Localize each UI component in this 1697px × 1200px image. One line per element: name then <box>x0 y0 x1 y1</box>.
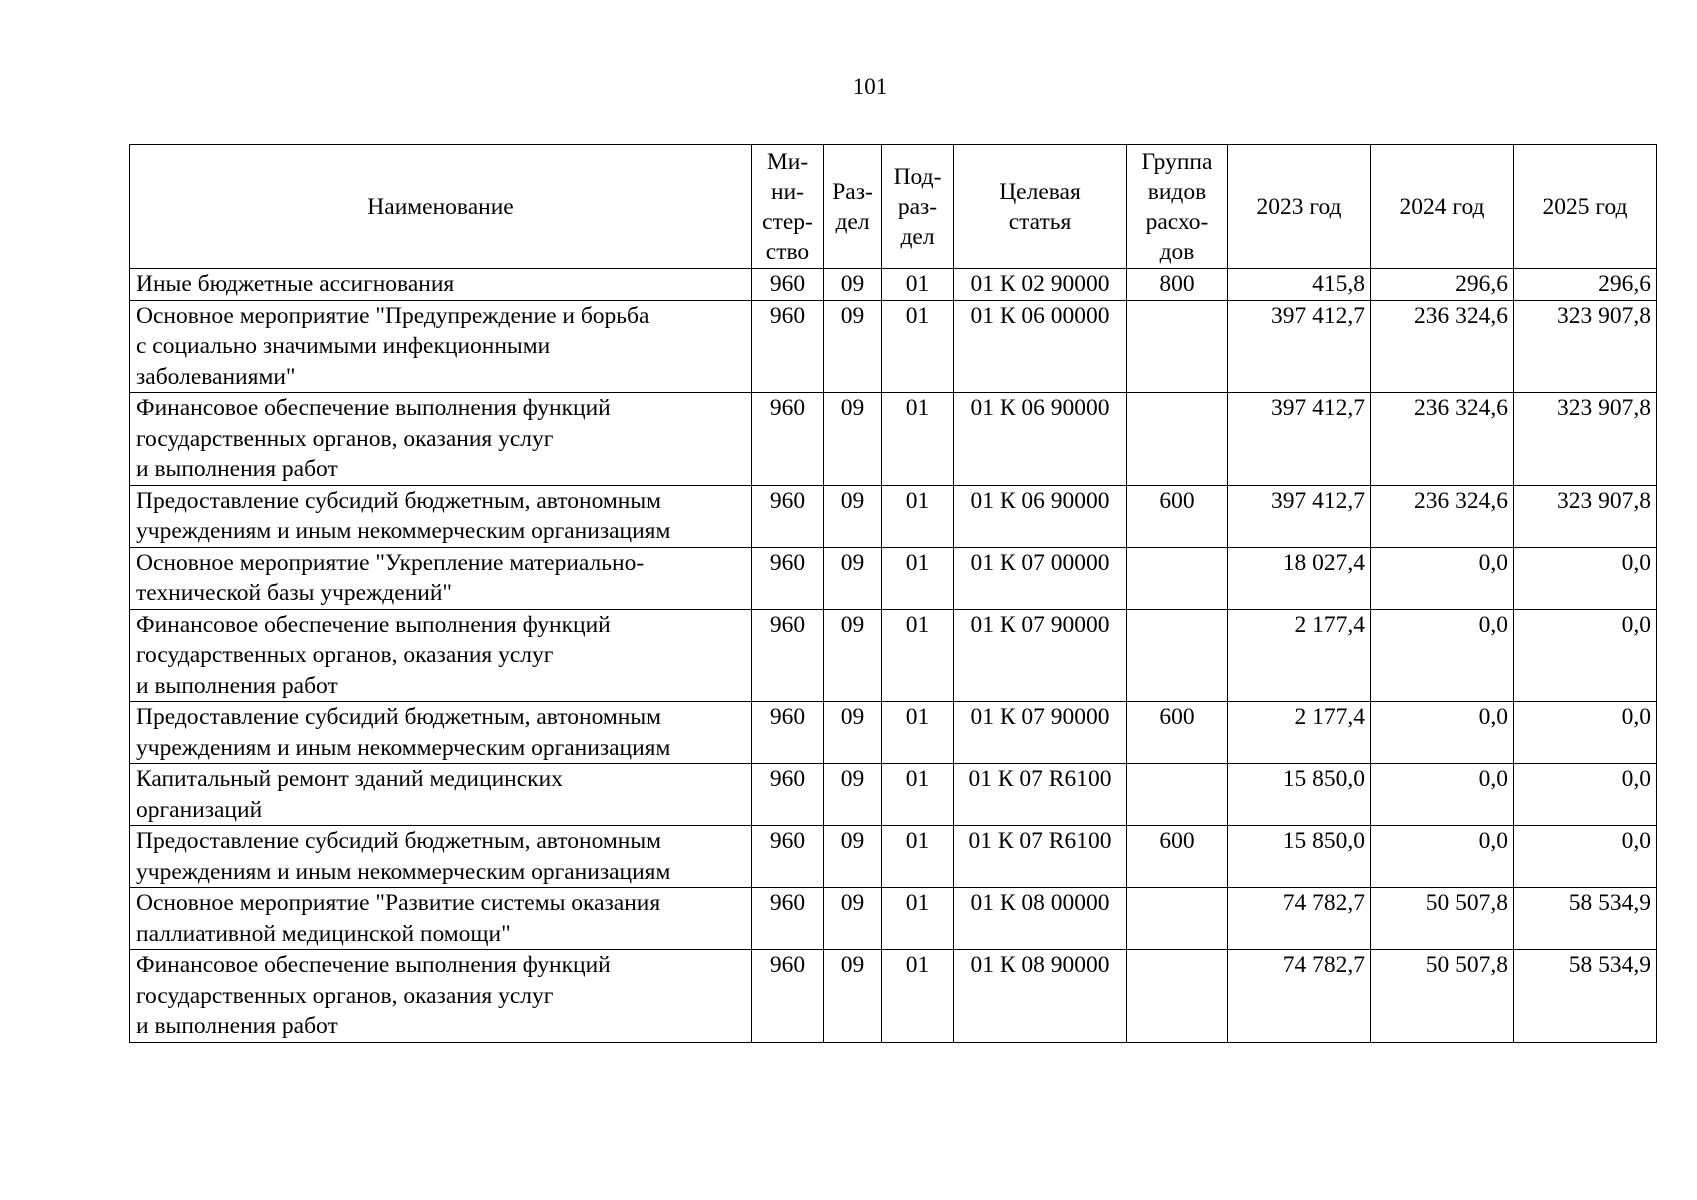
cell-section: 09 <box>824 547 882 609</box>
cell-section: 09 <box>824 888 882 950</box>
cell-2025: 323 907,8 <box>1514 485 1657 547</box>
header-row <box>130 145 1657 269</box>
cell-name: Финансовое обеспечение выполнения функций государственных органов, оказания услуг и выполнения работ <box>130 393 752 486</box>
cell-2024: 50 507,8 <box>1371 888 1514 950</box>
cell-target: 01 К 07 R6100 <box>954 826 1127 888</box>
table-row <box>130 393 1657 486</box>
table-row <box>130 888 1657 950</box>
header-section: Раз- дел <box>824 145 882 269</box>
cell-2025: 0,0 <box>1514 609 1657 702</box>
cell-subsection: 01 <box>882 300 954 393</box>
cell-group <box>1127 950 1228 1043</box>
cell-2023: 2 177,4 <box>1228 609 1371 702</box>
cell-2025: 296,6 <box>1514 269 1657 301</box>
cell-2023: 18 027,4 <box>1228 547 1371 609</box>
cell-2025: 58 534,9 <box>1514 888 1657 950</box>
cell-subsection: 01 <box>882 826 954 888</box>
cell-subsection: 01 <box>882 764 954 826</box>
cell-target: 01 К 06 90000 <box>954 485 1127 547</box>
cell-name: Капитальный ремонт зданий медицинских организаций <box>130 764 752 826</box>
cell-ministry: 960 <box>752 269 824 301</box>
cell-name: Основное мероприятие "Укрепление материально- технической базы учреждений" <box>130 547 752 609</box>
cell-section: 09 <box>824 609 882 702</box>
cell-group: 800 <box>1127 269 1228 301</box>
header-target: Целевая статья <box>954 145 1127 269</box>
cell-2023: 397 412,7 <box>1228 300 1371 393</box>
table-row <box>130 764 1657 826</box>
cell-2025: 0,0 <box>1514 702 1657 764</box>
cell-section: 09 <box>824 702 882 764</box>
cell-2024: 296,6 <box>1371 269 1514 301</box>
cell-2023: 15 850,0 <box>1228 764 1371 826</box>
cell-2025: 0,0 <box>1514 547 1657 609</box>
cell-2024: 0,0 <box>1371 547 1514 609</box>
cell-target: 01 К 07 R6100 <box>954 764 1127 826</box>
header-2023: 2023 год <box>1228 145 1371 269</box>
cell-target: 01 К 07 90000 <box>954 702 1127 764</box>
cell-target: 01 К 07 90000 <box>954 609 1127 702</box>
cell-2025: 323 907,8 <box>1514 300 1657 393</box>
cell-target: 01 К 02 90000 <box>954 269 1127 301</box>
cell-2025: 0,0 <box>1514 764 1657 826</box>
cell-2023: 397 412,7 <box>1228 393 1371 486</box>
header-name: Наименование <box>130 145 752 269</box>
cell-group <box>1127 888 1228 950</box>
cell-ministry: 960 <box>752 950 824 1043</box>
table-row <box>130 826 1657 888</box>
cell-group <box>1127 547 1228 609</box>
cell-name: Предоставление субсидий бюджетным, автономным учреждениям и иным некоммерческим организациям <box>130 702 752 764</box>
cell-2023: 15 850,0 <box>1228 826 1371 888</box>
cell-group: 600 <box>1127 485 1228 547</box>
cell-ministry: 960 <box>752 393 824 486</box>
cell-name: Иные бюджетные ассигнования <box>130 269 752 301</box>
cell-ministry: 960 <box>752 547 824 609</box>
cell-name: Основное мероприятие "Развитие системы оказания паллиативной медицинской помощи" <box>130 888 752 950</box>
cell-2023: 74 782,7 <box>1228 950 1371 1043</box>
cell-section: 09 <box>824 826 882 888</box>
cell-2024: 236 324,6 <box>1371 300 1514 393</box>
cell-2025: 323 907,8 <box>1514 393 1657 486</box>
table-row <box>130 547 1657 609</box>
cell-section: 09 <box>824 269 882 301</box>
cell-subsection: 01 <box>882 888 954 950</box>
cell-section: 09 <box>824 300 882 393</box>
cell-2023: 415,8 <box>1228 269 1371 301</box>
page-number: 101 <box>852 74 888 99</box>
cell-ministry: 960 <box>752 609 824 702</box>
cell-group: 600 <box>1127 826 1228 888</box>
header-group: Группа видов расхо- дов <box>1127 145 1228 269</box>
cell-subsection: 01 <box>882 609 954 702</box>
header-subsection: Под- раз- дел <box>882 145 954 269</box>
cell-2024: 0,0 <box>1371 826 1514 888</box>
cell-subsection: 01 <box>882 702 954 764</box>
cell-subsection: 01 <box>882 393 954 486</box>
table-row <box>130 609 1657 702</box>
cell-2023: 397 412,7 <box>1228 485 1371 547</box>
table-row <box>130 950 1657 1043</box>
cell-section: 09 <box>824 764 882 826</box>
table-row <box>130 485 1657 547</box>
cell-name: Основное мероприятие "Предупреждение и борьба с социально значимыми инфекционными заболеваниями" <box>130 300 752 393</box>
cell-subsection: 01 <box>882 547 954 609</box>
table-row <box>130 702 1657 764</box>
budget-table <box>129 144 1657 1043</box>
cell-ministry: 960 <box>752 826 824 888</box>
cell-name: Предоставление субсидий бюджетным, автономным учреждениям и иным некоммерческим организациям <box>130 826 752 888</box>
cell-2024: 236 324,6 <box>1371 485 1514 547</box>
table-row <box>130 300 1657 393</box>
cell-2024: 0,0 <box>1371 764 1514 826</box>
cell-2023: 2 177,4 <box>1228 702 1371 764</box>
cell-target: 01 К 07 00000 <box>954 547 1127 609</box>
cell-group <box>1127 764 1228 826</box>
table-row <box>130 269 1657 301</box>
cell-2024: 0,0 <box>1371 702 1514 764</box>
cell-ministry: 960 <box>752 702 824 764</box>
cell-ministry: 960 <box>752 485 824 547</box>
cell-ministry: 960 <box>752 888 824 950</box>
cell-2025: 58 534,9 <box>1514 950 1657 1043</box>
cell-name: Финансовое обеспечение выполнения функций государственных органов, оказания услуг и выполнения работ <box>130 950 752 1043</box>
cell-target: 01 К 08 00000 <box>954 888 1127 950</box>
cell-group <box>1127 609 1228 702</box>
cell-ministry: 960 <box>752 764 824 826</box>
cell-2024: 50 507,8 <box>1371 950 1514 1043</box>
cell-section: 09 <box>824 485 882 547</box>
cell-name: Финансовое обеспечение выполнения функций государственных органов, оказания услуг и выполнения работ <box>130 609 752 702</box>
cell-2023: 74 782,7 <box>1228 888 1371 950</box>
header-2024: 2024 год <box>1371 145 1514 269</box>
cell-group <box>1127 393 1228 486</box>
header-2025: 2025 год <box>1514 145 1657 269</box>
cell-subsection: 01 <box>882 269 954 301</box>
cell-name: Предоставление субсидий бюджетным, автономным учреждениям и иным некоммерческим организациям <box>130 485 752 547</box>
cell-ministry: 960 <box>752 300 824 393</box>
header-ministry: Ми- ни- стер- ство <box>752 145 824 269</box>
cell-group: 600 <box>1127 702 1228 764</box>
cell-section: 09 <box>824 950 882 1043</box>
cell-subsection: 01 <box>882 485 954 547</box>
cell-subsection: 01 <box>882 950 954 1043</box>
table-body <box>130 269 1657 1043</box>
cell-2024: 236 324,6 <box>1371 393 1514 486</box>
cell-2024: 0,0 <box>1371 609 1514 702</box>
cell-section: 09 <box>824 393 882 486</box>
cell-target: 01 К 06 90000 <box>954 393 1127 486</box>
cell-group <box>1127 300 1228 393</box>
cell-target: 01 К 06 00000 <box>954 300 1127 393</box>
cell-target: 01 К 08 90000 <box>954 950 1127 1043</box>
cell-2025: 0,0 <box>1514 826 1657 888</box>
